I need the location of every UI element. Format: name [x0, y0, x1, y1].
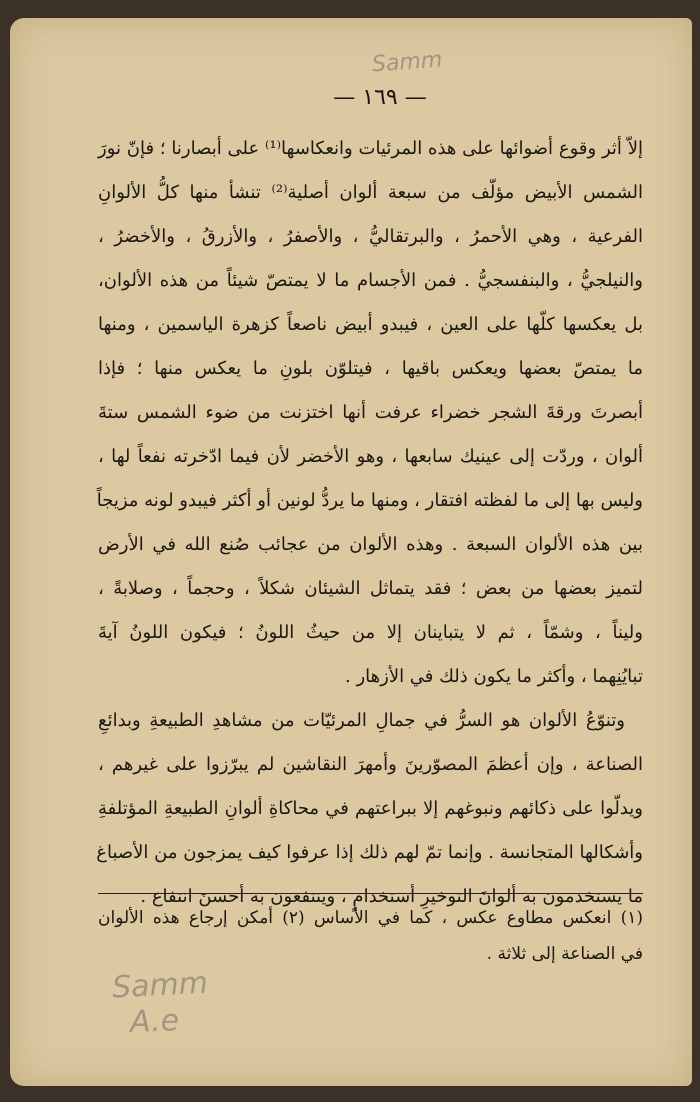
text-line: والنيلجيُّ ، والبنفسجيُّ . فمن الأجسام ما لا يمتصّ شيئاً من هذه الألوان،	[98, 270, 643, 291]
text-line: الشمس الأبيض مؤلّف من سبعة ألوان أصلية⁽²⁾ تنشأ منها كلُّ الألوانِ	[98, 182, 643, 203]
page-number: — ١٦٩ —	[333, 85, 427, 110]
text-line: ما يمتصّ بعضها ويعكس باقيها ، فيتلوّن بلونِ ما يعكس منها ؛ فإذا	[98, 358, 643, 379]
text-line: ما يستخدمون به ألوانَ التوخيرِ أستخدامٍ ، وينتفعون به أحسنَ انتفاع .	[140, 886, 643, 907]
footnote-divider	[98, 893, 643, 894]
text-line: وتنوّعُ الألوان هو السرُّ في جمالِ المرئيّات من مشاهدِ الطبيعةِ وبدائعِ	[98, 710, 625, 731]
text-line: وليناً ، وشمّاً ، ثم لا يتباينان إلا من حيثُ اللونُ ؛ فيكون اللونُ آيةَ	[98, 622, 643, 643]
text-line: وأشكالها المتجانسة . وإنما تمّ لهم ذلك إذا عرفوا كيف يمزجون من الأصباغ	[96, 842, 643, 863]
text-line: الفرعية ، وهي الأحمرُ ، والبرتقاليُّ ، والأصفرُ ، والأزرقُ ، والأخضرُ ،	[98, 226, 643, 247]
pencil-annotation-top: Samm	[371, 47, 444, 78]
text-line: لتميز بعضها من بعض ؛ فقد يتماثل الشيئان شكلاً ، وحجماً ، وصلابةً ،	[98, 578, 643, 599]
text-line: بين هذه الألوان السبعة . وهذه الألوان من عجائب صُنع الله في الأرض	[98, 534, 643, 555]
body-text	[98, 127, 643, 919]
pencil-annotation-bottom-2: A.e	[129, 1003, 180, 1040]
text-line: تبايُنِهما ، وأكثر ما يكون ذلك في الأزهار .	[345, 666, 643, 687]
footnotes	[98, 900, 643, 972]
text-line: وليس بها إلى ما لفظته افتقار ، ومنها ما يردُّ لونين أو أكثر فيبدو لونه مزيجاً	[96, 490, 643, 511]
pencil-annotation-bottom-1: Samm	[111, 965, 209, 1006]
text-line: ألوان ، وردّت إلى عينيك سابعها ، وهو الأخضر لأن فيما ادّخرته نفعاً لها ،	[98, 446, 643, 467]
footnote-line: (١) انعكس مطاوع عكس ، كما في الأساس (٢) أمكن إرجاع هذه الألوان	[98, 908, 643, 928]
text-line: الصناعة ، وإن أعظمَ المصوّرينَ وأمهرَ النقاشين لم يبرّزوا على غيرهم ،	[98, 754, 643, 775]
text-line: أبصرتَ ورقةَ الشجر خضراء عرفت أنها اختزنت من ضوء الشمس ستةَ	[98, 402, 643, 423]
text-line: إلاّ أثر وقوع أضوائها على هذه المرئيات وانعكاسها⁽¹⁾ على أبصارنا ؛ فإنّ نورَ	[98, 138, 643, 159]
text-line: بل يعكسها كلّها على العين ، فيبدو أبيض ناصعاً كزهرة الياسمين ، ومنها	[98, 314, 643, 335]
footnote-line: في الصناعة إلى ثلاثة .	[486, 944, 643, 964]
text-line: ويدلّوا على ذكائهم ونبوغهم إلا ببراعتهم في محاكاةِ ألوانِ الطبيعةِ المؤتلفةِ	[98, 798, 643, 819]
